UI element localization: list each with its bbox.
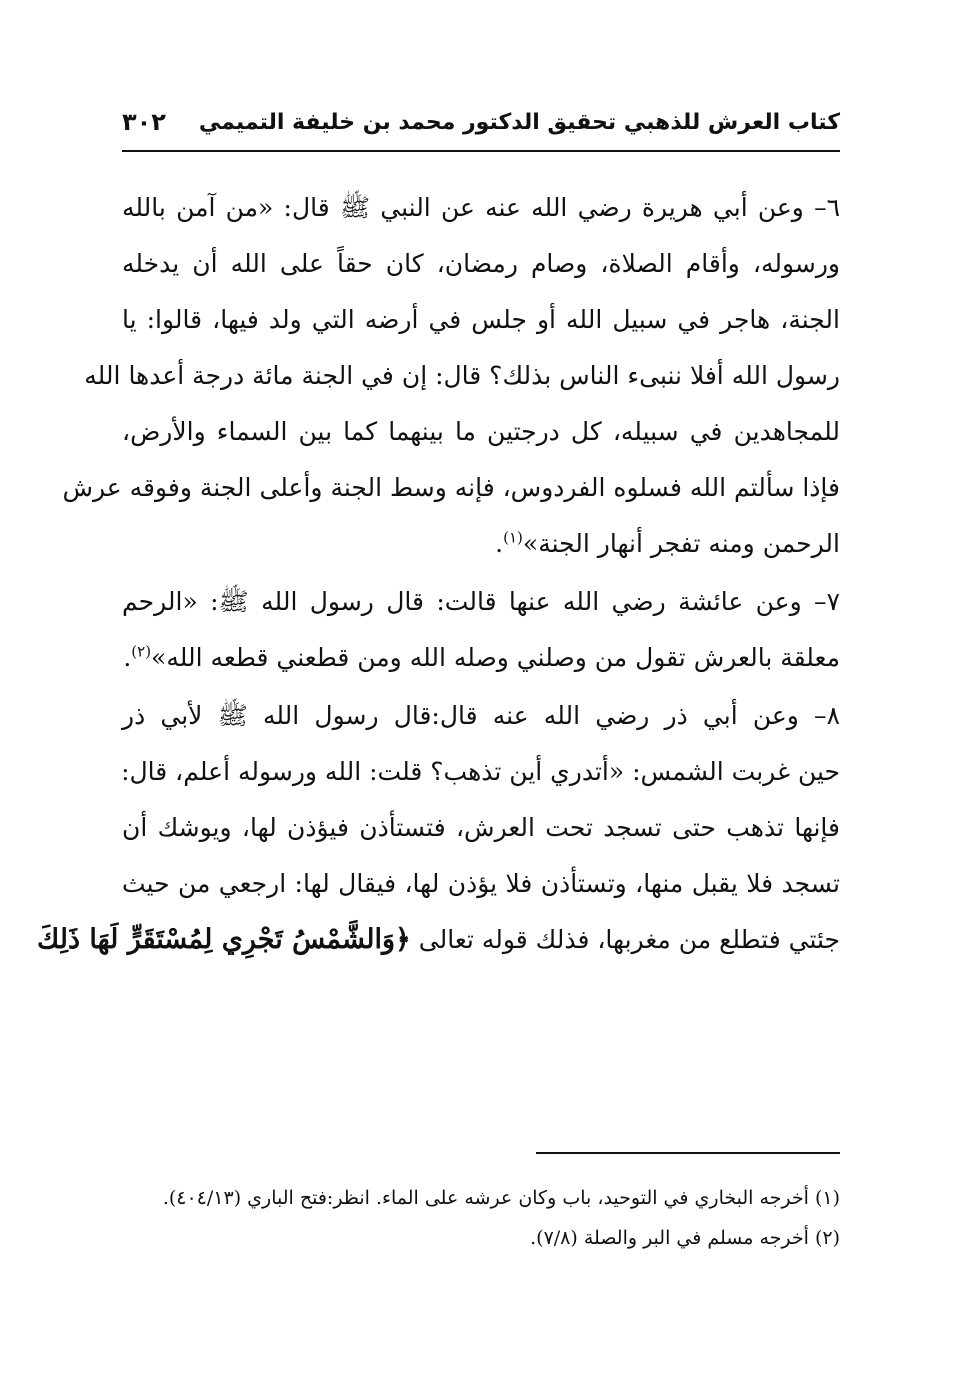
page-number: ٣٠٢ <box>122 108 166 136</box>
text-line: معلقة بالعرش تقول من وصلني وصله الله ومن قطعني قطعه الله»$^{(٢)}$. <box>123 642 840 672</box>
hadith-7 <box>122 574 840 686</box>
footnote-separator <box>536 1152 840 1154</box>
text-line: للمجاهدين في سبيله، كل درجتين ما بينهما كما بين السماء والأرض، <box>122 417 840 446</box>
text-line: الرحمن ومنه تفجر أنهار الجنة»$^{(١)}$. <box>495 528 840 558</box>
text-line-content: معلقة بالعرش تقول من وصلني وصله الله ومن قطعني قطعه الله» <box>151 643 840 672</box>
hadith-8 <box>37 688 840 968</box>
text-line: فإذا سألتم الله فسلوه الفردوس، فإنه وسط الجنة وأعلى الجنة وفوقه عرش <box>62 473 840 502</box>
footnote-2: (٢) أخرجه مسلم في البر والصلة (٧/٨). <box>530 1227 840 1249</box>
hadith-6 <box>62 180 840 572</box>
text-line: ٨– وعن أبي ذر رضي الله عنه قال:قال رسول الله ﷺ لأبي ذر <box>122 701 840 730</box>
text-line-content: الرحمن ومنه تفجر أنهار الجنة» <box>522 529 840 558</box>
running-title: كتاب العرش للذهبي تحقيق الدكتور محمد بن خليفة التميمي <box>198 110 840 135</box>
footnotes <box>122 1178 840 1258</box>
text-line: ٦– وعن أبي هريرة رضي الله عنه عن النبي ﷺ قال: «من آمن بالله <box>122 193 840 222</box>
text-line-content: جئتي فتطلع من مغربها، فذلك قوله تعالى <box>418 925 840 954</box>
header-rule <box>122 150 840 152</box>
text-line: فإنها تذهب حتى تسجد تحت العرش، فتستأذن فيؤذن لها، ويوشك أن <box>122 813 840 842</box>
main-text <box>37 180 840 970</box>
text-line: ٧– وعن عائشة رضي الله عنها قالت: قال رسول الله ﷺ: «الرحم <box>122 587 840 616</box>
text-line: رسول الله أفلا ننبىء الناس بذلك؟ قال: إن في الجنة مائة درجة أعدها الله <box>84 361 840 390</box>
quran-verse: ﴿وَالشَّمْسُ تَجْرِي لِمُسْتَقَرٍّ لَهَا ذَلِكَ <box>37 924 411 955</box>
text-line <box>37 912 840 968</box>
text-line: ورسوله، وأقام الصلاة، وصام رمضان، كان حقاً على الله أن يدخله <box>122 249 840 278</box>
footnote-ref: (٢) <box>131 642 152 661</box>
footnote-ref: (١) <box>503 528 523 547</box>
text-line: حين غربت الشمس: «أتدري أين تذهب؟ قلت: الله ورسوله أعلم، قال: <box>121 757 840 786</box>
text-line: تسجد فلا يقبل منها، وتستأذن فلا يؤذن لها، فيقال لها: ارجعي من حيث <box>122 869 840 898</box>
text-line: الجنة، هاجر في سبيل الله أو جلس في أرضه التي ولد فيها، قالوا: يا <box>122 305 840 334</box>
footnote-1: (١) أخرجه البخاري في التوحيد، باب وكان عرشه على الماء. انظر:فتح الباري (٤٠٤/١٣). <box>162 1187 840 1209</box>
page-header <box>122 104 840 148</box>
